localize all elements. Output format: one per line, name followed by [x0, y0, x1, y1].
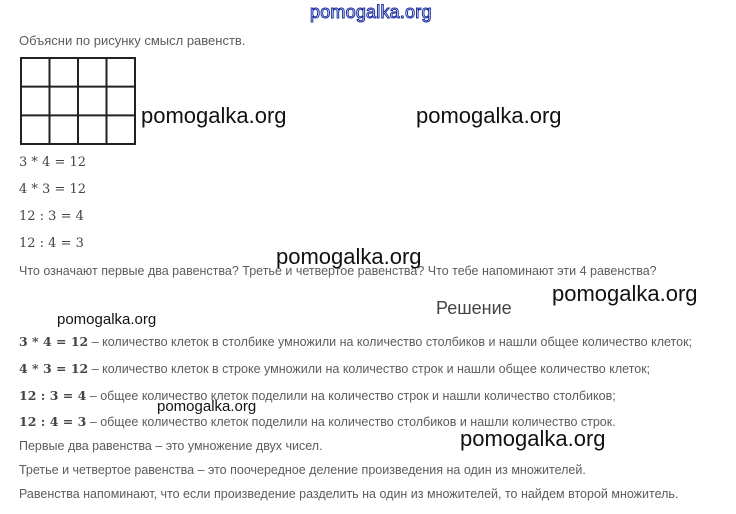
watermark: pomogalka.org — [460, 426, 606, 451]
answer-text: – количество клеток в строке умножили на количество строк и нашли общее количество клеток; — [88, 362, 651, 376]
conclusion-3: Равенства напоминают, что если произведение разделить на один из множителей, то найдем второй множитель. — [19, 487, 679, 501]
watermark: pomogalka.org — [416, 103, 562, 128]
watermark: pomogalka.org — [57, 311, 157, 328]
equation-1: 3 * 4 = 12 — [19, 155, 87, 170]
solution-heading: Решение — [436, 298, 512, 318]
answer-line — [19, 388, 616, 403]
answer-text: – общее количество клеток поделили на количество строк и нашли количество столбиков; — [86, 389, 616, 403]
answer-equation: 12 : 4 = 3 — [19, 414, 87, 429]
watermark-top: pomogalka.org — [310, 2, 432, 22]
conclusion-2: Третье и четвертое равенства – это поочередное деление произведения на один из множителей. — [19, 463, 586, 477]
equation-2: 4 * 3 = 12 — [19, 182, 87, 197]
answer-line — [19, 361, 650, 376]
grid-figure — [20, 57, 136, 145]
watermark: pomogalka.org — [276, 244, 422, 269]
answer-equation: 4 * 3 = 12 — [19, 361, 89, 376]
equation-4: 12 : 4 = 3 — [19, 236, 84, 251]
answer-line — [19, 334, 692, 349]
equation-3: 12 : 3 = 4 — [19, 209, 84, 224]
conclusion-1: Первые два равенства – это умножение двух чисел. — [19, 439, 323, 453]
task-text: Объясни по рисунку смысл равенств. — [19, 33, 246, 48]
answer-equation: 12 : 3 = 4 — [19, 388, 87, 403]
question-text: Что означают первые два равенства? Третье и четвертое равенства? Что тебе напоминают эти 4 равенства? — [19, 264, 657, 278]
answer-equation: 3 * 4 = 12 — [19, 334, 89, 349]
watermark: pomogalka.org — [141, 103, 287, 128]
answer-text: – общее количество клеток поделили на количество столбиков и нашли количество строк. — [86, 415, 616, 429]
watermark: pomogalka.org — [552, 281, 698, 306]
watermark: pomogalka.org — [157, 398, 257, 415]
answer-text: – количество клеток в столбике умножили на количество столбиков и нашли общее количество клеток; — [88, 335, 693, 349]
